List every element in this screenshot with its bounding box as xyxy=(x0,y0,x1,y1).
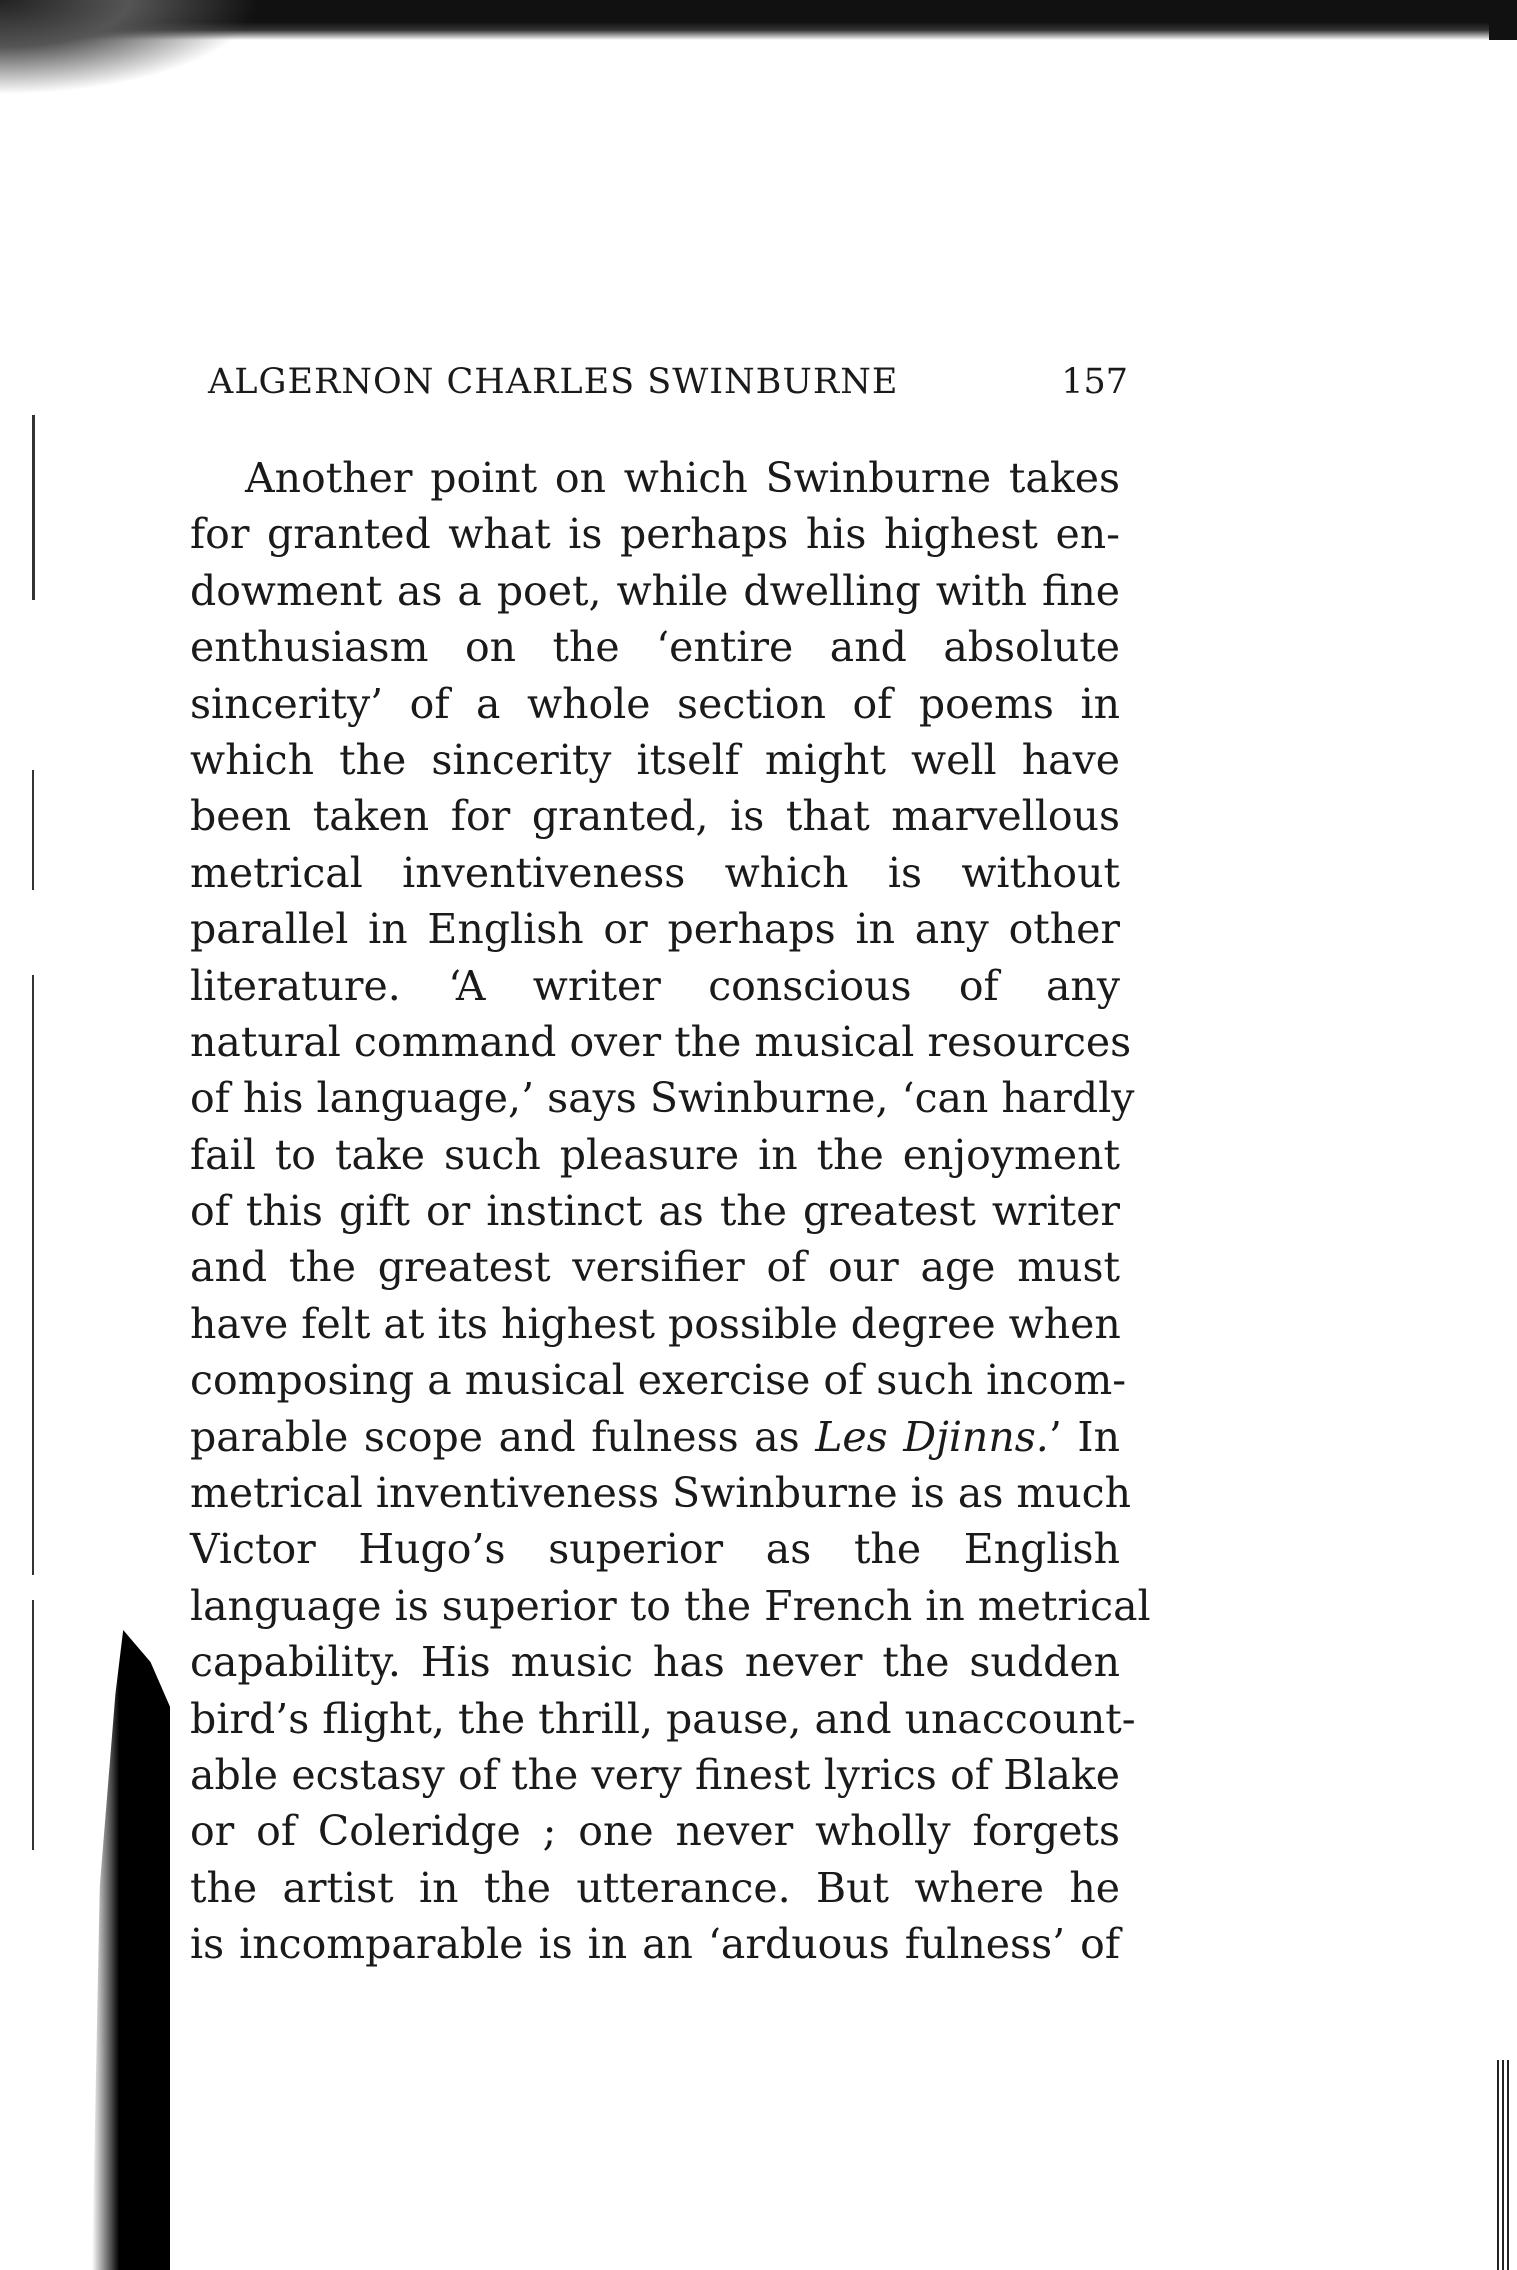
text-line: composing a musical exercise of such incom- xyxy=(190,1356,1127,1405)
scan-top-corner-shadow xyxy=(0,0,260,95)
text-line: fail to take such pleasure in the enjoyment xyxy=(190,1130,1120,1179)
text-line: dowment as a poet, while dwelling with fine xyxy=(190,566,1120,615)
scan-left-margin-line xyxy=(32,770,34,890)
text-line: literature. ‘A writer conscious of any xyxy=(190,961,1120,1010)
text-line: which the sincerity itself might well have xyxy=(190,735,1120,784)
page-header xyxy=(208,362,1128,422)
text-line-with-italic-title xyxy=(190,1409,1120,1465)
scan-right-edge-lines xyxy=(1497,2060,1511,2270)
scan-gutter-shadow xyxy=(92,1630,170,2270)
text-line: or of Coleridge ; one never wholly forgets xyxy=(190,1807,1120,1856)
text-line: sincerity’ of a whole section of poems in xyxy=(190,679,1120,728)
scan-right-edge xyxy=(1489,0,1517,40)
text-line-segment: parable scope and fulness as xyxy=(190,1412,800,1461)
text-line: natural command over the musical resources xyxy=(190,1017,1132,1066)
text-line: Victor Hugo’s superior as the English xyxy=(190,1525,1120,1574)
page-number: 157 xyxy=(1061,362,1128,402)
text-line: capability. His music has never the sudden xyxy=(190,1638,1120,1687)
text-line: Another point on which Swinburne takes xyxy=(245,454,1120,502)
text-line: able ecstasy of the very finest lyrics of Blake xyxy=(190,1750,1120,1799)
text-line: for granted what is perhaps his highest en- xyxy=(190,510,1120,559)
text-line: the artist in the utterance. But where he xyxy=(190,1863,1120,1912)
italic-title: Les Djinns. xyxy=(815,1412,1049,1461)
text-line: is incomparable is in an ‘arduous fulness’ of xyxy=(190,1920,1120,1969)
body-text xyxy=(190,450,1151,1973)
text-line: metrical inventiveness Swinburne is as much xyxy=(190,1469,1132,1518)
text-line: enthusiasm on the ‘entire and absolute xyxy=(190,623,1120,672)
text-line: and the greatest versifier of our age must xyxy=(190,1243,1120,1292)
scan-left-margin-line xyxy=(32,975,34,1575)
text-line: been taken for granted, is that marvellous xyxy=(190,792,1120,841)
text-line: parallel in English or perhaps in any other xyxy=(190,905,1120,954)
scan-left-margin-line xyxy=(32,415,35,600)
text-line: metrical inventiveness which is without xyxy=(190,848,1120,897)
text-line: bird’s flight, the thrill, pause, and unaccount- xyxy=(190,1694,1136,1743)
text-line: have felt at its highest possible degree when xyxy=(190,1299,1121,1348)
text-line: language is superior to the French in metrical xyxy=(190,1581,1151,1630)
text-line-segment: ’ In xyxy=(1048,1412,1120,1461)
text-line: of this gift or instinct as the greatest writer xyxy=(190,1187,1120,1236)
text-line: of his language,’ says Swinburne, ‘can hardly xyxy=(190,1074,1135,1123)
running-title: ALGERNON CHARLES SWINBURNE xyxy=(208,362,899,402)
scan-left-margin-line xyxy=(32,1600,34,1850)
